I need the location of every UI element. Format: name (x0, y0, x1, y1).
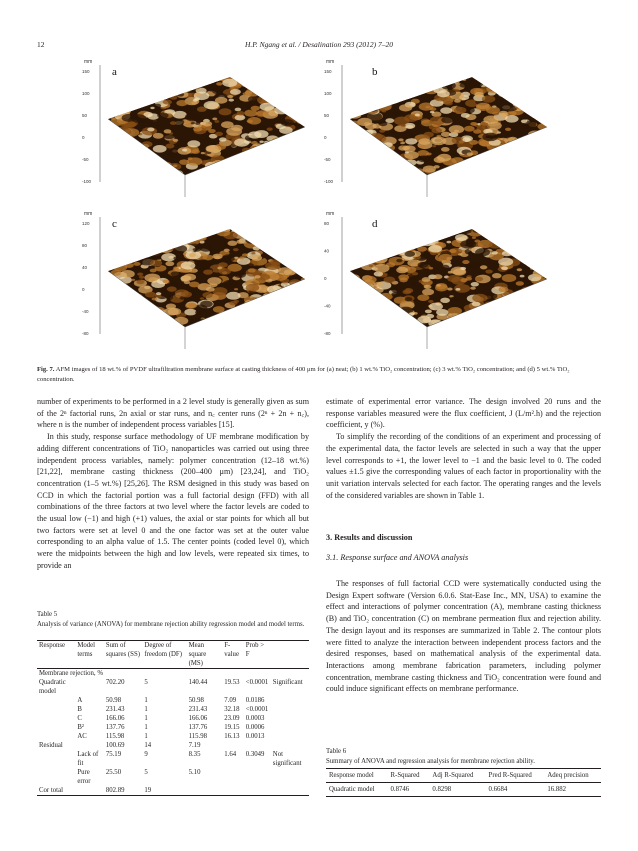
table-cell: Model terms (77, 642, 96, 658)
table-row (37, 750, 309, 768)
table-cell: 75.19 (105, 751, 122, 758)
z-tick-label: 80 (82, 243, 88, 248)
z-tick-label: 120 (82, 221, 90, 226)
table-cell: B² (77, 724, 84, 731)
table-cell: Response (39, 642, 66, 649)
table-cell: 8.35 (188, 751, 201, 758)
table-cell: 166.06 (105, 715, 125, 722)
z-tick-label: -50 (82, 157, 89, 162)
table-cell (75, 786, 104, 796)
z-tick-label: -40 (82, 309, 89, 314)
table-cell: AC (77, 733, 87, 740)
z-tick-label: 100 (82, 91, 90, 96)
table-cell: Quadratic model (39, 679, 66, 695)
table-cell (271, 723, 309, 732)
panel-letter: a (112, 66, 117, 78)
panel-letter: d (372, 218, 378, 230)
table-cell: Sum of squares (SS) (105, 642, 140, 658)
afm-texture (346, 74, 554, 181)
table-cell: 702.20 (105, 679, 125, 686)
table-cell (271, 696, 309, 705)
table-cell: Not significant (272, 751, 302, 767)
page-number: 12 (37, 40, 45, 49)
table-cell: Pred R-Squared (488, 772, 532, 779)
table-cell: 50.98 (188, 697, 204, 704)
table-cell: 1 (144, 724, 148, 731)
z-tick-label: 0 (82, 135, 85, 140)
table5-caption (37, 610, 309, 629)
table-cell (271, 705, 309, 714)
table-cell (271, 714, 309, 723)
z-axis-unit: mm (326, 59, 335, 65)
z-tick-label: 40 (324, 248, 330, 254)
table-cell (37, 696, 75, 705)
table-cell: 19 (144, 787, 152, 794)
table-cell: Adj R-Squared (432, 772, 474, 779)
table-cell: 7.09 (224, 697, 237, 704)
table-cell: Cor total (39, 787, 63, 794)
table5-header-row (37, 641, 309, 669)
table-row (37, 696, 309, 705)
table-cell: Degree of freedom (DF) (144, 642, 182, 658)
z-tick-label: 100 (324, 91, 332, 96)
table-cell (75, 741, 104, 750)
table5-title: Analysis of variance (ANOVA) for membrane rejection ability regression model and model terms. (37, 620, 305, 628)
table-row (37, 732, 309, 741)
table-cell: 115.98 (105, 733, 125, 740)
right-column (326, 396, 601, 501)
afm-surface (322, 209, 560, 359)
table-cell (271, 641, 309, 669)
z-tick-label: -80 (324, 331, 331, 336)
paragraph: The responses of full factorial CCD were systematically conducted using the Design Expert software (Version 6.0.6. Stat-Ease Inc., MN, USA) to examine the effect and interactions of polymer concentration (A), membrane casting thickness (B) and TiO₂ concentration (C) on membrane permeation flux and rejection ability. The design layout and its responses are summarized in Table 2. The contour plots were fitted to analyze the interaction between independent process factors and the desired responses, based on mathematical analysis of the experimental data. Interactions among membrane fabrication parameters, including polymer concentration, membrane casting thickness and TiO₂ concentration were found and could induce significant effects on membrane performance. (326, 579, 601, 694)
table-cell: Quadratic model (329, 786, 375, 793)
table-cell: Significant (272, 679, 303, 686)
table-cell (244, 768, 271, 786)
afm-panel-b (322, 57, 560, 207)
paragraph: To simplify the recording of the conditions of an experiment and processing of the experimental data, the factor levels are selected in such a way that the upper level corresponds to +1, the lower level to −1 and the basic level to 0. The coded values ±1.5 give the corresponding values of each factor in proportionality with the unit variation intervals selected for each factor. The operating ranges and the levels of the considered variables are shown in Table 1. (326, 432, 601, 500)
table-cell: 0.6684 (488, 786, 508, 793)
table-cell: 5.10 (188, 769, 201, 776)
table-cell: B (77, 706, 82, 713)
table-cell: 14 (144, 742, 152, 749)
table-cell: 0.0013 (245, 733, 265, 740)
table-cell: Pure error (77, 769, 91, 785)
figure-caption (37, 365, 601, 384)
table-cell (271, 786, 309, 796)
z-tick-label: 150 (324, 69, 332, 74)
table6-label: Table 6 (326, 748, 347, 755)
table-cell: 25.50 (105, 769, 122, 776)
table-cell: 1 (144, 715, 148, 722)
z-tick-label: 150 (82, 69, 90, 74)
table-cell: Prob > F (245, 642, 265, 658)
table6-title: Summary of ANOVA and regression analysis for membrane rejection ability. (326, 757, 535, 765)
right-column-cont (326, 578, 601, 695)
table-cell: 1 (144, 697, 148, 704)
table-cell: 1 (144, 733, 148, 740)
table-row (37, 705, 309, 714)
afm-surface (80, 57, 318, 207)
table-cell: 0.0003 (245, 715, 265, 722)
journal-citation: H.P. Ngang et al. / Desalination 293 (2012) 7–20 (245, 40, 393, 49)
table-cell (271, 732, 309, 741)
table-cell (37, 723, 75, 732)
table-cell: 0.8298 (432, 786, 452, 793)
z-tick-label: 0 (324, 135, 327, 140)
z-axis-unit: mm (84, 211, 93, 217)
table-cell: 0.0006 (245, 724, 265, 731)
z-tick-label: -80 (82, 331, 89, 336)
table-cell: 802.89 (105, 787, 125, 794)
z-tick-label: 80 (324, 221, 330, 226)
z-tick-label: 40 (82, 265, 88, 270)
table-cell (222, 741, 243, 750)
table-cell (271, 741, 309, 750)
table5-label: Table 5 (37, 611, 58, 618)
table-cell: 5 (144, 679, 148, 686)
subsection-heading: 3.1. Response surface and ANOVA analysis (326, 553, 469, 562)
table-cell: 166.06 (188, 715, 208, 722)
table5 (37, 640, 309, 796)
table-cell: 231.43 (188, 706, 208, 713)
z-tick-label: -50 (324, 157, 331, 162)
table-cell (37, 750, 75, 768)
table-cell (37, 732, 75, 741)
paragraph: estimate of experimental error variance. The design involved 20 runs and the response variables measured were the flux coefficient, J (L/m².h) and the rejection coefficient, y (%). (326, 397, 601, 430)
table6-header-row (326, 769, 601, 783)
table-cell: C (77, 715, 82, 722)
figure-caption-label: Fig. 7. (37, 366, 55, 373)
afm-panel-d (322, 209, 560, 359)
table-cell: 137.76 (188, 724, 208, 731)
table-cell (244, 741, 271, 750)
table-row (37, 714, 309, 723)
table-cell: 50.98 (105, 697, 122, 704)
table-cell: <0.0001 (245, 706, 269, 713)
table-row (37, 741, 309, 750)
table-row (37, 786, 309, 796)
section-heading: 3. Results and discussion (326, 533, 413, 542)
table-cell: Residual (39, 742, 63, 749)
table-cell: 137.76 (105, 724, 125, 731)
table6 (326, 768, 601, 797)
table-row (37, 768, 309, 786)
panel-letter: c (112, 218, 117, 230)
table-cell: 0.8746 (390, 786, 410, 793)
table-cell: 5 (144, 769, 148, 776)
z-axis-unit: mm (326, 211, 335, 217)
z-tick-label: 0 (82, 287, 85, 292)
afm-surface (80, 209, 318, 359)
z-tick-label: -100 (82, 179, 92, 184)
table-cell (222, 768, 243, 786)
table-row (37, 678, 309, 696)
table-cell: 19.53 (224, 679, 240, 686)
table-cell: 9 (144, 751, 148, 758)
table-cell: 140.44 (188, 679, 208, 686)
table-cell (244, 786, 271, 796)
table-cell: 32.18 (224, 706, 240, 713)
table-cell (37, 768, 75, 786)
figure-caption-text: AFM images of 18 wt.% of PVDF ultrafiltration membrane surface at casting thickness of 400 μm for (a) neat; (b) 1 wt.% TiO₂ concentration; (c) 3 wt.% TiO₂ concentration; and (d) 5 wt.% TiO₂ concentration. (37, 366, 570, 383)
table-row (37, 723, 309, 732)
table-cell: Lack of fit (77, 751, 99, 767)
table-cell: <0.0001 (245, 679, 269, 686)
table-cell: Membrane rejection, % (39, 670, 103, 677)
afm-surface (322, 57, 560, 207)
table-cell: 0.3049 (245, 751, 265, 758)
table-cell: 0.0186 (245, 697, 265, 704)
table6-row (326, 783, 601, 797)
table-cell (222, 786, 243, 796)
z-axis-unit: mm (84, 59, 93, 65)
table-cell (37, 705, 75, 714)
table6-caption (326, 747, 601, 766)
table-cell: 16.882 (547, 786, 567, 793)
table-cell: 16.13 (224, 733, 240, 740)
table-cell (187, 786, 223, 796)
table-cell: Mean square (MS) (188, 642, 207, 667)
table-cell: 19.15 (224, 724, 240, 731)
afm-texture (104, 73, 312, 179)
paragraph: number of experiments to be performed in a 2 level study is generally given as sum of the 2ⁿ factorial runs, 2n axial or star runs, and n꜀ center runs (2ⁿ + 2n + n꜀), where n is the number of independent process variables [15]. (37, 397, 309, 430)
afm-panel-c (80, 209, 318, 359)
table-cell (37, 714, 75, 723)
z-tick-label: 50 (82, 113, 88, 118)
afm-texture (345, 226, 553, 330)
table-cell: 23.09 (224, 715, 240, 722)
table-cell: 1.64 (224, 751, 237, 758)
left-column (37, 396, 309, 572)
table-cell: Response model (329, 772, 374, 779)
table-cell: 1 (144, 706, 148, 713)
table-cell: R-Squared (390, 772, 420, 779)
table-cell: 7.19 (188, 742, 201, 749)
table-cell: 115.98 (188, 733, 208, 740)
table-cell: 231.43 (105, 706, 125, 713)
table-cell: 100.69 (105, 742, 125, 749)
table-cell: F-value (224, 642, 239, 658)
afm-panel-a (80, 57, 318, 207)
table-row (37, 669, 309, 679)
z-tick-label: -40 (324, 303, 331, 309)
afm-texture (104, 226, 313, 332)
afm-figure (80, 57, 560, 357)
paragraph: In this study, response surface methodology of UF membrane modification by adding different concentrations of TiO₂ nanoparticles was carried out using three independent process variables, namely: polymer concentration (12–18 wt.%) [21,22], membrane casting thickness (200–400 μm) [23,24], and TiO₂ concentration (1–5 wt.%) [25,26]. The RSM designed in this study was based on CCD in which the factorial portion was a full factorial design (FFD) with all combinations of the three factors at two level where the factor levels are coded to the usual low (−1) and high (+1) values, the axial or star points for which all but two factors were set at level 0 and the one factor was set at the outer value corresponding to an alpha value of 1.5. The center points (coded level 0), which were the midpoints between the high and low levels, were repeated six times, to provide an (37, 432, 309, 570)
z-tick-label: 0 (324, 276, 327, 281)
panel-letter: b (372, 66, 378, 78)
z-tick-label: 50 (324, 113, 330, 118)
table-cell: A (77, 697, 83, 704)
table-cell (75, 678, 104, 696)
table-cell (271, 768, 309, 786)
z-tick-label: -100 (324, 179, 334, 184)
table-cell: Adeq precision (547, 772, 589, 779)
